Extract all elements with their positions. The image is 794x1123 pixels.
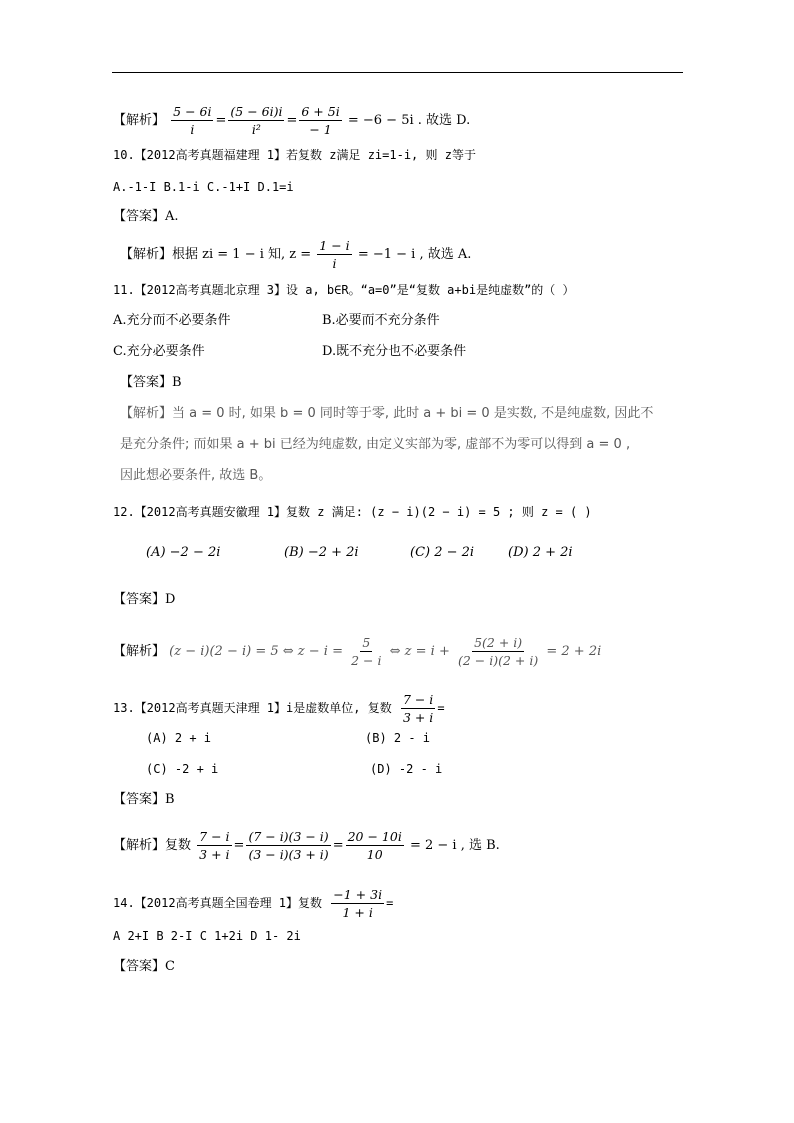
fraction: $\frac{5(2 + i)}{(2 - i)(2 + i)}$ — [457, 635, 539, 668]
q12-option-d: (D) 2 + 2i — [508, 545, 573, 560]
q14-stem: 14.【2012高考真题全国卷理 1】复数 $\frac{-1 + 3i}{1 + i}$ = — [113, 887, 394, 920]
fraction: $\frac{20 - 10i}{10}$ — [347, 829, 402, 862]
q11-stem: 11.【2012高考真题北京理 3】设 a, b∈R。“a=0”是“复数 a+bi是纯虚数”的（ ） — [113, 283, 575, 297]
q12-answer: 【答案】D — [113, 592, 176, 607]
q9-explanation: 【解析】 $\frac{5 - 6i}{i}$ = $\frac{(5 - 6i)i}{\text{i²}}$ = $\frac{6 + 5i}{- 1}$ = −6 − 5i . 故选 D. — [113, 104, 471, 137]
q13-option-d: (D) -2 - i — [370, 762, 443, 776]
fraction: $\frac{1 - i}{i}$ — [319, 238, 350, 271]
q10-stem: 10.【2012高考真题福建理 1】若复数 z满足 zi=1-i, 则 z等于 — [113, 148, 476, 162]
q11-option-a: A.充分而不必要条件 — [113, 313, 231, 328]
q14-options: A 2+I B 2-I C 1+2i D 1- 2i — [113, 929, 301, 943]
fraction: $\frac{7 - i}{3 + i}$ — [199, 829, 230, 862]
q11-option-c: C.充分必要条件 — [113, 344, 205, 359]
explain-label: 【解析】 — [113, 113, 166, 128]
q11-explanation-line1: 【解析】当 a = 0 时, 如果 b = 0 同时等于零, 此时 a + bi = 0 是实数, 不是纯虚数, 因此不 — [120, 406, 654, 421]
fraction: $\frac{(5 - 6i)i}{\text{i²}}$ — [230, 104, 283, 137]
q10-options: A.-1-I B.1-i C.-1+I D.1=i — [113, 180, 294, 194]
q11-explanation-line2: 是充分条件; 而如果 a + bi 已经为纯虚数, 由定义实部为零, 虚部不为零可以得到 a = 0 , — [120, 437, 631, 452]
header-rule — [112, 72, 683, 73]
q11-option-b: B.必要而不充分条件 — [322, 313, 440, 328]
q11-answer: 【答案】B — [120, 375, 182, 390]
q10-explanation: 【解析】根据 zi = 1 − i 知, z = $\frac{1 - i}{i}$ = −1 − i , 故选 A. — [120, 238, 472, 271]
q12-option-b: (B) −2 + 2i — [284, 545, 359, 560]
q12-stem: 12.【2012高考真题安徽理 1】复数 z 满足: (z − i)(2 − i) = 5 ; 则 z = ( ) — [113, 505, 592, 519]
q14-answer: 【答案】C — [113, 959, 175, 974]
fraction: $\frac{7 - i}{3 + i}$ — [402, 692, 434, 725]
explain-tail: = −6 − 5i . 故选 D. — [347, 113, 471, 128]
fraction: $\frac{5 - 6i}{i}$ — [173, 104, 212, 137]
q13-explanation: 【解析】复数 $\frac{7 - i}{3 + i}$ = $\frac{(7 - i)(3 - i)}{(3 - i)(3 + i)}$ = $\frac{20 - 10i}{10}$ = 2 − i , 选 B. — [113, 829, 500, 862]
q13-option-a: (A) 2 + i — [146, 731, 212, 745]
q12-explanation: 【解析】 (z − i)(2 − i) = 5 ⇔ z − i = $\frac{5}{2 - i}$ ⇔ z = i + $\frac{5(2 + i)}{(2 - i)(2 + i)}$ = 2 + 2i — [113, 635, 602, 668]
q13-answer: 【答案】B — [113, 792, 175, 807]
q11-option-d: D.既不充分也不必要条件 — [322, 344, 467, 359]
fraction: $\frac{(7 - i)(3 - i)}{(3 - i)(3 + i)}$ — [248, 829, 329, 862]
q12-option-a: (A) −2 − 2i — [146, 545, 221, 560]
q13-option-b: (B) 2 - i — [365, 731, 431, 745]
q13-option-c: (C) -2 + i — [146, 762, 219, 776]
q11-explanation-line3: 因此想必要条件, 故选 B。 — [120, 468, 272, 483]
fraction: $\frac{6 + 5i}{- 1}$ — [301, 104, 340, 137]
q12-option-c: (C) 2 − 2i — [410, 545, 475, 560]
fraction: $\frac{5}{2 - i}$ — [351, 635, 382, 668]
q10-answer: 【答案】A. — [113, 209, 179, 224]
fraction: $\frac{-1 + 3i}{1 + i}$ — [333, 887, 383, 920]
q13-stem: 13.【2012高考真题天津理 1】i是虚数单位, 复数 $\frac{7 - i}{3 + i}$ = — [113, 692, 445, 725]
